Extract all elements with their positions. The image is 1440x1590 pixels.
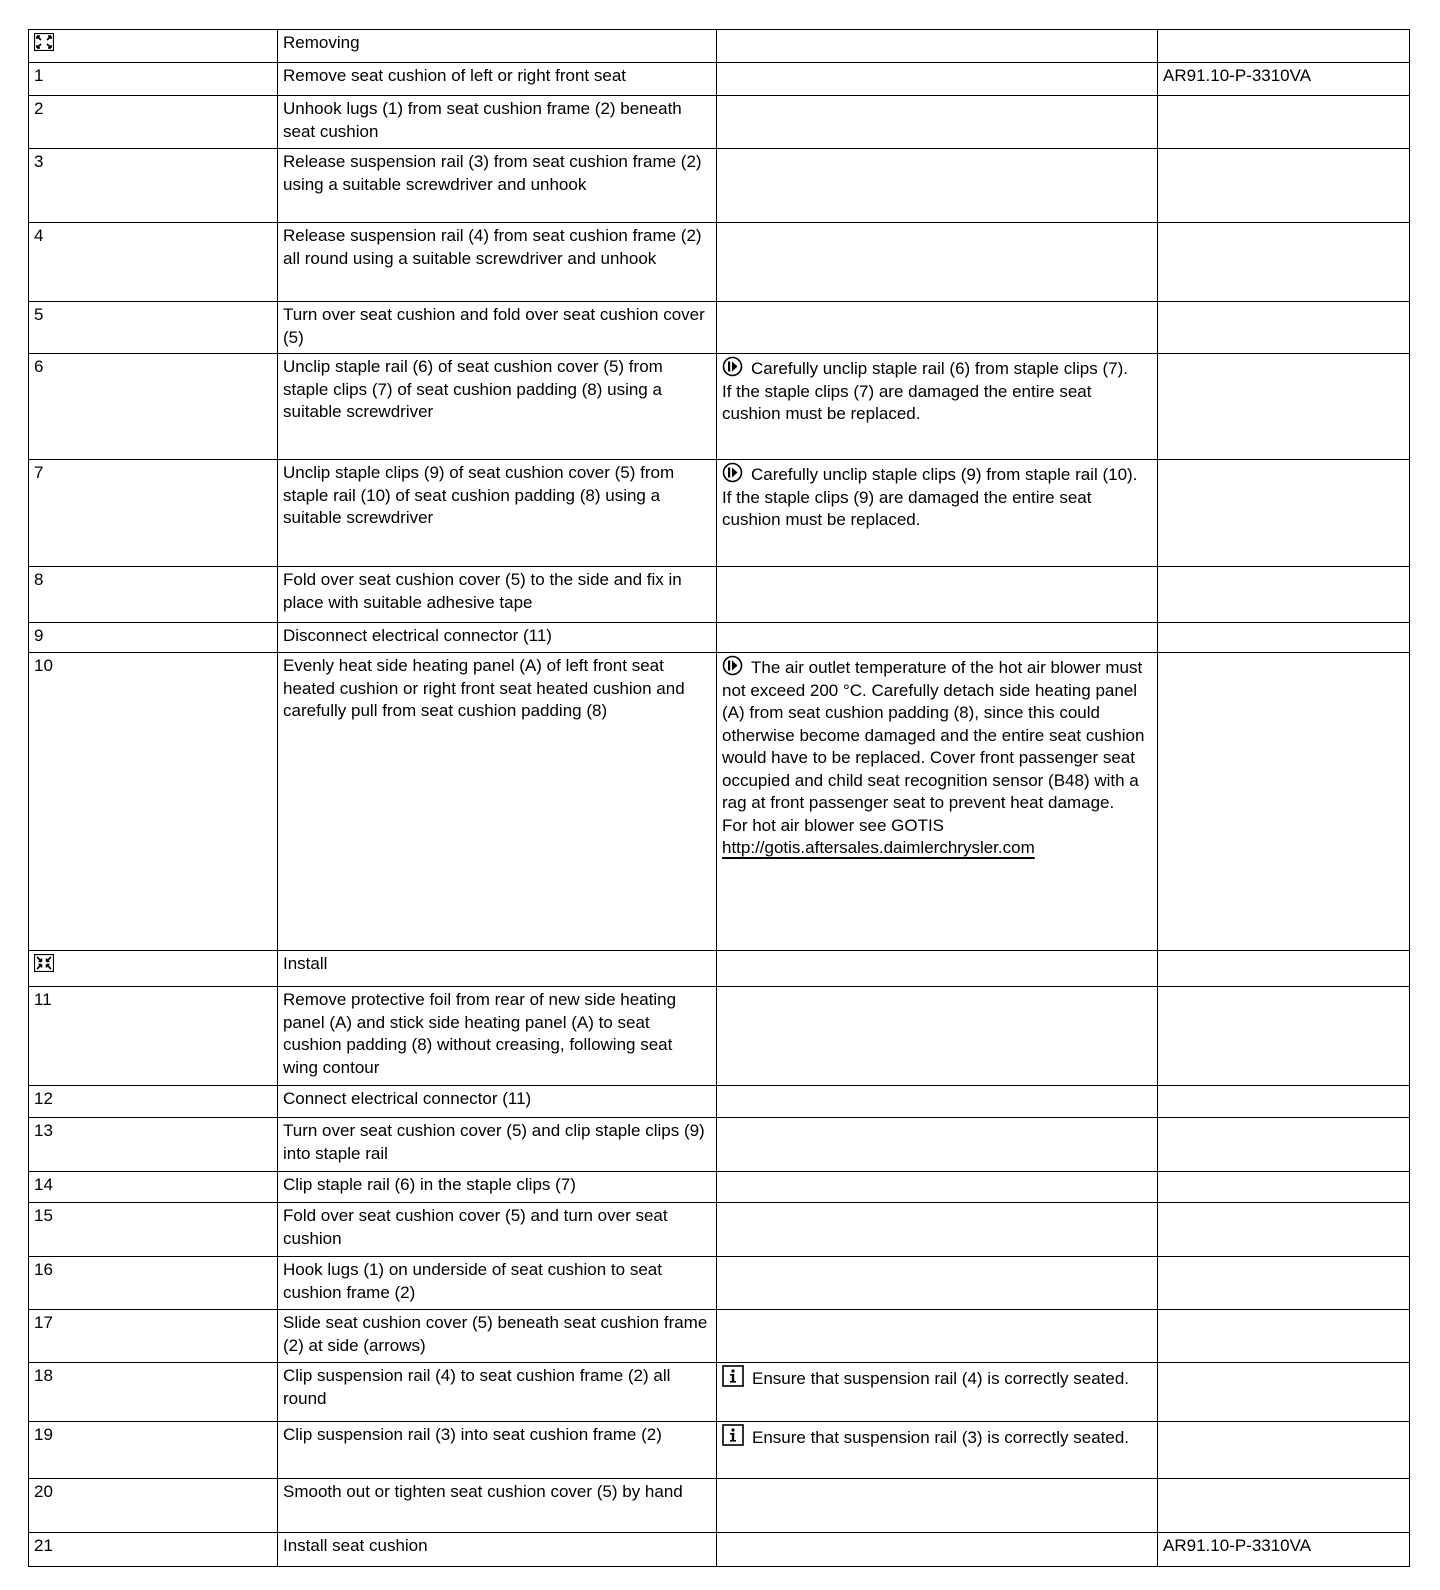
install-icon [34, 954, 54, 972]
step-text: Turn over seat cushion cover (5) and clip staple clips (9) into staple rail [278, 1118, 717, 1172]
step-number: 10 [29, 653, 278, 951]
step-number: 1 [29, 63, 278, 96]
note-cell [717, 623, 1158, 653]
note-cell [717, 653, 1158, 951]
step-row [29, 1118, 1410, 1172]
step-row [29, 1086, 1410, 1118]
note-cell [717, 1203, 1158, 1257]
step-row [29, 653, 1410, 951]
step-text: Remove protective foil from rear of new side heating panel (A) and stick side heating panel (A) to seat cushion padding (8) without creasing, following seat wing contour [278, 987, 717, 1086]
step-row [29, 1203, 1410, 1257]
step-row [29, 1479, 1410, 1533]
note-cell [717, 1363, 1158, 1422]
note-arrow-icon [722, 462, 743, 483]
note-cell [717, 302, 1158, 354]
note-cell [717, 460, 1158, 567]
step-row [29, 354, 1410, 460]
note-cell [717, 1533, 1158, 1567]
step-text: Slide seat cushion cover (5) beneath seat cushion frame (2) at side (arrows) [278, 1310, 717, 1363]
note-paragraph [722, 655, 1151, 815]
step-text: Clip suspension rail (4) to seat cushion frame (2) all round [278, 1363, 717, 1422]
step-number: 8 [29, 567, 278, 623]
procedure-table [28, 29, 1410, 1567]
gotis-link[interactable]: http://gotis.aftersales.daimlerchrysler.com [722, 838, 1035, 857]
step-text: Evenly heat side heating panel (A) of left front seat heated cushion or right front seat heated cushion and carefully pull from seat cushion padding (8) [278, 653, 717, 951]
reference-cell [1158, 951, 1410, 987]
reference-cell [1158, 1172, 1410, 1203]
info-text: Ensure that suspension rail (3) is correctly seated. [752, 1428, 1130, 1447]
step-text: Turn over seat cushion and fold over seat cushion cover (5) [278, 302, 717, 354]
note-arrow-icon [722, 655, 743, 676]
note-cell [717, 1172, 1158, 1203]
step-row [29, 623, 1410, 653]
step-row [29, 567, 1410, 623]
reference-cell [1158, 1422, 1410, 1479]
step-number: 4 [29, 223, 278, 302]
step-row [29, 1363, 1410, 1422]
note-paragraph [722, 356, 1151, 381]
note-cell [717, 1422, 1158, 1479]
step-number: 16 [29, 1257, 278, 1310]
reference-cell [1158, 1203, 1410, 1257]
note-cell [717, 1118, 1158, 1172]
step-number: 13 [29, 1118, 278, 1172]
step-text: Fold over seat cushion cover (5) and turn over seat cushion [278, 1203, 717, 1257]
reference-link[interactable]: AR91.10-P-3310VA [1158, 63, 1410, 96]
step-text: Fold over seat cushion cover (5) to the side and fix in place with suitable adhesive tape [278, 567, 717, 623]
step-number: 2 [29, 96, 278, 149]
step-row [29, 223, 1410, 302]
phase-icon-cell [29, 30, 278, 63]
step-row [29, 302, 1410, 354]
reference-cell [1158, 567, 1410, 623]
step-row [29, 1310, 1410, 1363]
step-text: Clip suspension rail (3) into seat cushion frame (2) [278, 1422, 717, 1479]
note-arrow-icon [722, 356, 743, 377]
note-cell [717, 63, 1158, 96]
step-text: Unclip staple rail (6) of seat cushion cover (5) from staple clips (7) of seat cushion padding (8) using a suitable screwdriver [278, 354, 717, 460]
step-number: 3 [29, 149, 278, 223]
note-cell [717, 1257, 1158, 1310]
reference-cell [1158, 987, 1410, 1086]
note-cell [717, 1086, 1158, 1118]
note-text: For hot air blower see GOTIS [722, 815, 945, 835]
step-row [29, 149, 1410, 223]
step-number: 5 [29, 302, 278, 354]
note-cell [717, 1479, 1158, 1533]
note-text: If the staple clips (7) are damaged the entire seat cushion must be replaced. [722, 381, 1092, 423]
phase-row-install [29, 951, 1410, 987]
note-cell [717, 1310, 1158, 1363]
step-row [29, 1422, 1410, 1479]
step-text: Clip staple rail (6) in the staple clips (7) [278, 1172, 717, 1203]
step-text: Hook lugs (1) on underside of seat cushion to seat cushion frame (2) [278, 1257, 717, 1310]
step-number: 19 [29, 1422, 278, 1479]
reference-cell [1158, 460, 1410, 567]
reference-cell [1158, 1086, 1410, 1118]
step-number: 11 [29, 987, 278, 1086]
reference-cell [1158, 96, 1410, 149]
step-number: 21 [29, 1533, 278, 1567]
reference-cell [1158, 354, 1410, 460]
note-cell [717, 96, 1158, 149]
removal-icon [34, 33, 54, 51]
note-text: Carefully unclip staple rail (6) from staple clips (7). [751, 359, 1128, 378]
step-text: Smooth out or tighten seat cushion cover (5) by hand [278, 1479, 717, 1533]
info-text: Ensure that suspension rail (4) is correctly seated. [752, 1369, 1130, 1388]
note-cell [717, 223, 1158, 302]
step-number: 14 [29, 1172, 278, 1203]
note-cell [717, 987, 1158, 1086]
step-text: Release suspension rail (4) from seat cushion frame (2) all round using a suitable screwdriver and unhook [278, 223, 717, 302]
note-text: The air outlet temperature of the hot air blower must not exceed 200 °C. Carefully detach side heating panel (A) from seat cushion padding (8), since this could otherwise become damaged and the entire seat cushion would have to be replaced. Cover front passenger seat occupied and child seat recognition sensor (B48) with a rag at front passenger seat to prevent heat damage. [722, 658, 1145, 812]
reference-cell [1158, 1118, 1410, 1172]
step-text: Disconnect electrical connector (11) [278, 623, 717, 653]
step-text: Unhook lugs (1) from seat cushion frame (2) beneath seat cushion [278, 96, 717, 149]
reference-cell [1158, 149, 1410, 223]
reference-cell [1158, 1310, 1410, 1363]
step-number: 9 [29, 623, 278, 653]
info-icon [722, 1424, 744, 1446]
phase-label: Install [278, 951, 717, 987]
note-cell [717, 951, 1158, 987]
note-cell [717, 354, 1158, 460]
step-number: 20 [29, 1479, 278, 1533]
reference-link[interactable]: AR91.10-P-3310VA [1158, 1533, 1410, 1567]
note-paragraph [722, 462, 1151, 487]
step-text: Connect electrical connector (11) [278, 1086, 717, 1118]
step-number: 15 [29, 1203, 278, 1257]
reference-cell [1158, 1479, 1410, 1533]
step-row [29, 63, 1410, 96]
step-text: Remove seat cushion of left or right front seat [278, 63, 717, 96]
reference-cell [1158, 302, 1410, 354]
phase-label: Removing [278, 30, 717, 63]
note-cell [717, 149, 1158, 223]
phase-icon-cell [29, 951, 278, 987]
phase-row-removing [29, 30, 1410, 63]
step-row [29, 1257, 1410, 1310]
reference-cell [1158, 1257, 1410, 1310]
reference-cell [1158, 1363, 1410, 1422]
note-cell [717, 567, 1158, 623]
step-row [29, 1533, 1410, 1567]
step-number: 7 [29, 460, 278, 567]
step-number: 17 [29, 1310, 278, 1363]
step-number: 18 [29, 1363, 278, 1422]
info-icon [722, 1365, 744, 1387]
reference-cell [1158, 30, 1410, 63]
note-text: If the staple clips (9) are damaged the entire seat cushion must be replaced. [722, 487, 1092, 529]
procedure-table-body [29, 30, 1410, 1567]
step-number: 12 [29, 1086, 278, 1118]
step-row [29, 460, 1410, 567]
step-row [29, 96, 1410, 149]
reference-cell [1158, 653, 1410, 951]
step-row [29, 987, 1410, 1086]
reference-cell [1158, 623, 1410, 653]
step-text: Release suspension rail (3) from seat cushion frame (2) using a suitable screwdriver and unhook [278, 149, 717, 223]
reference-cell [1158, 223, 1410, 302]
step-text: Unclip staple clips (9) of seat cushion cover (5) from staple rail (10) of seat cushion padding (8) using a suitable screwdriver [278, 460, 717, 567]
step-text: Install seat cushion [278, 1533, 717, 1567]
note-text: Carefully unclip staple clips (9) from staple rail (10). [751, 465, 1138, 484]
note-cell [717, 30, 1158, 63]
step-row [29, 1172, 1410, 1203]
step-number: 6 [29, 354, 278, 460]
